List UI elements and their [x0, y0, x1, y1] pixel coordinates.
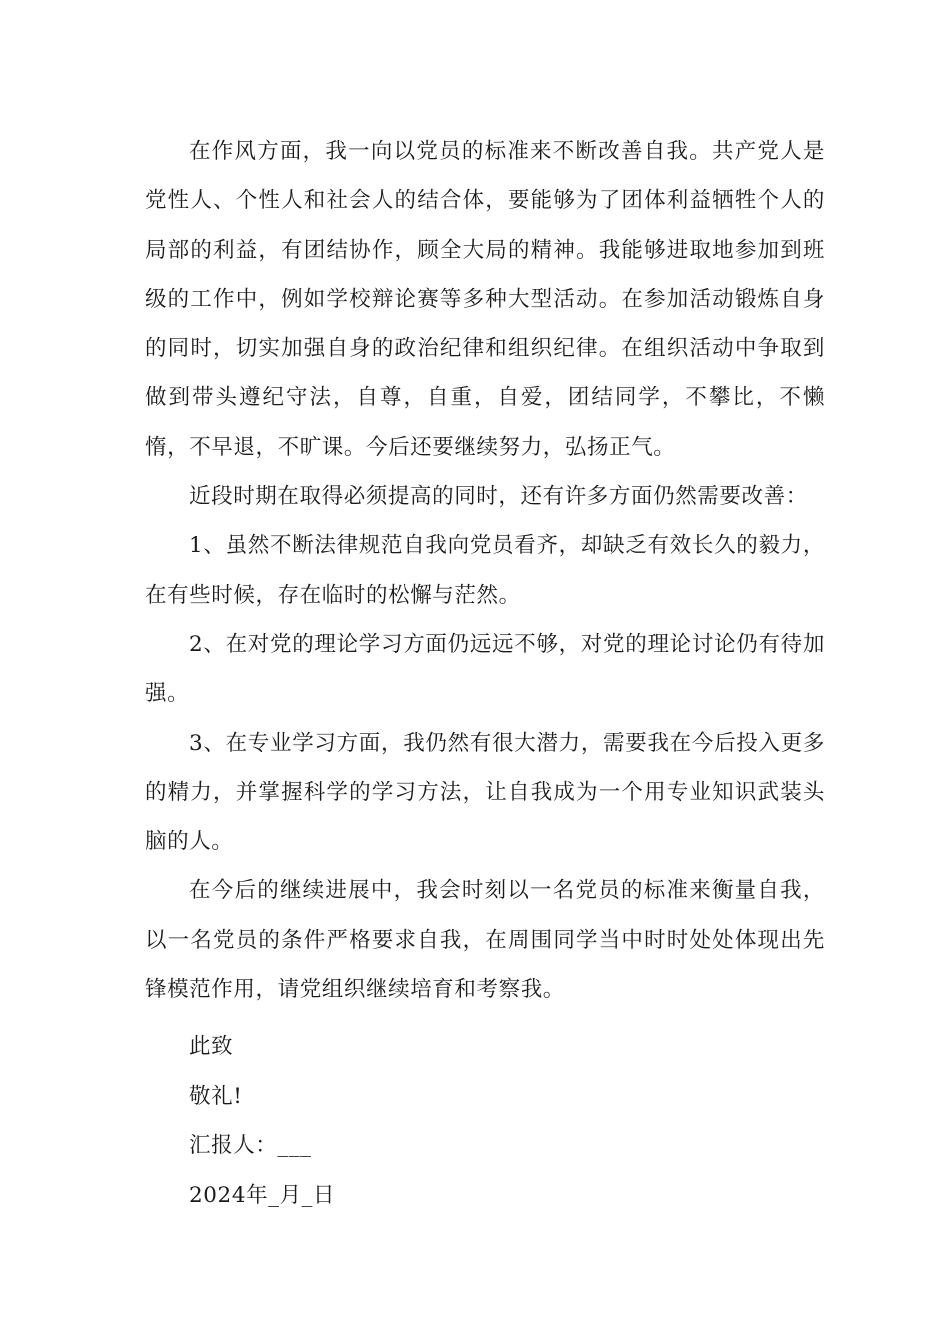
reporter-signature: 汇报人：___	[189, 1133, 312, 1158]
salutation: 此致	[189, 1034, 234, 1059]
report-body	[145, 127, 825, 1014]
paragraph-point-2: 2、在对党的理论学习方面仍远远不够，对党的理论讨论仍有待加强。	[145, 631, 825, 707]
paragraph-conclusion: 在今后的继续进展中，我会时刻以一名党员的标准来衡量自我，以一名党员的条件严格要求自我，在周围同学当中时时处处体现出先锋模范作用，请党组织继续培育和考察我。	[145, 878, 825, 1003]
report-date: 2024年_月_日	[189, 1182, 336, 1208]
paragraph-point-1: 1、虽然不断法律规范自我向党员看齐，却缺乏有效长久的毅力，在有些时候，存在临时的松懈与茫然。	[145, 533, 825, 608]
paragraph-point-3: 3、在专业学习方面，我仍然有很大潜力，需要我在今后投入更多的精力，并掌握科学的学习方法，让自我成为一个用专业知识武装头脑的人。	[145, 730, 825, 855]
paragraph-improvements-intro: 近段时期在取得必须提高的同时，还有许多方面仍然需要改善：	[189, 484, 808, 510]
regards: 敬礼!	[189, 1083, 243, 1109]
paragraph-work-style: 在作风方面，我一向以党员的标准来不断改善自我。共产党人是党性人、个性人和社会人的结合体，要能够为了团体利益牺牲个人的局部的利益，有团结协作，顾全大局的精神。我能够进取地参加到班级的工作中，例如学校辩论赛等多种大型活动。在参加活动锻炼自身的同时，切实加强自身的政治纪律和组织纪律。在组织活动中争取到做到带头遵纪守法，自尊，自重，自爱，团结同学，不攀比，不懒惰，不早退，不旷课。今后还要继续努力，弘扬正气。	[145, 139, 825, 460]
letter-closing	[189, 1022, 335, 1220]
